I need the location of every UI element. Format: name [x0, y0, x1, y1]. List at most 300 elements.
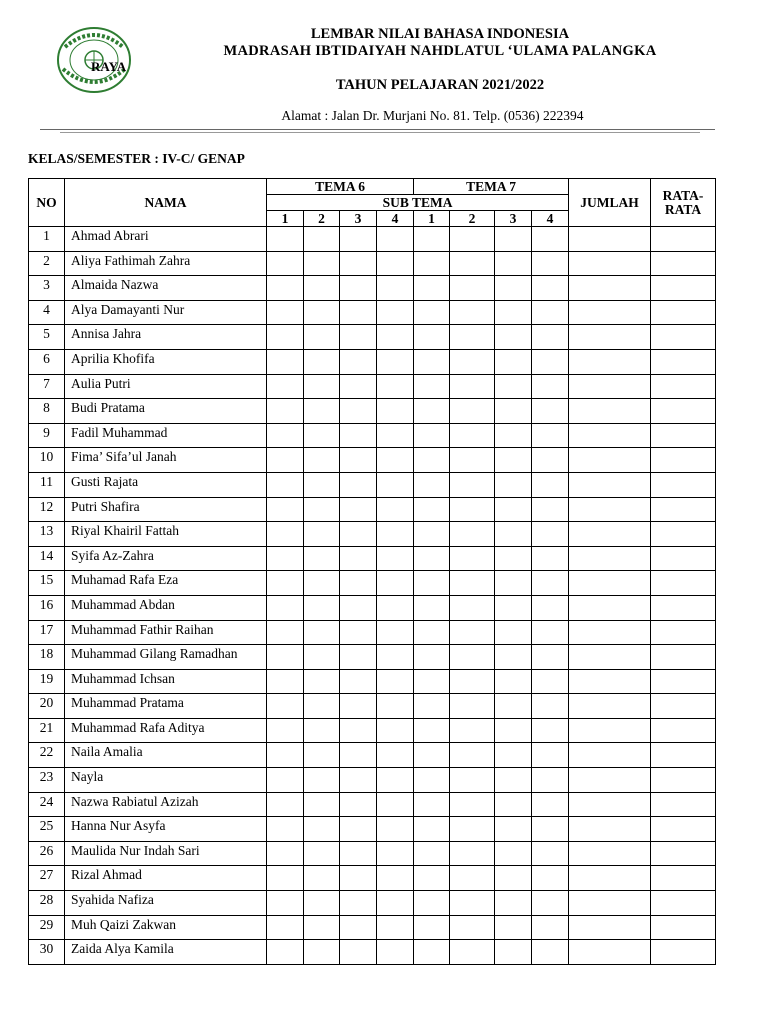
score-cell[interactable]	[532, 940, 569, 965]
score-cell[interactable]	[414, 522, 450, 547]
score-cell[interactable]	[377, 374, 414, 399]
score-cell[interactable]	[377, 423, 414, 448]
score-cell[interactable]	[414, 669, 450, 694]
score-cell[interactable]	[267, 841, 304, 866]
score-cell[interactable]	[267, 374, 304, 399]
score-cell[interactable]	[304, 891, 340, 916]
score-cell[interactable]	[414, 448, 450, 473]
jumlah-cell[interactable]	[569, 522, 651, 547]
score-cell[interactable]	[450, 227, 495, 252]
score-cell[interactable]	[340, 522, 377, 547]
score-cell[interactable]	[304, 448, 340, 473]
score-cell[interactable]	[414, 645, 450, 670]
rata-rata-cell[interactable]	[651, 300, 716, 325]
score-cell[interactable]	[495, 472, 532, 497]
score-cell[interactable]	[414, 546, 450, 571]
score-cell[interactable]	[304, 399, 340, 424]
score-cell[interactable]	[267, 227, 304, 252]
score-cell[interactable]	[450, 669, 495, 694]
score-cell[interactable]	[377, 743, 414, 768]
score-cell[interactable]	[304, 866, 340, 891]
score-cell[interactable]	[340, 546, 377, 571]
score-cell[interactable]	[495, 251, 532, 276]
score-cell[interactable]	[267, 349, 304, 374]
score-cell[interactable]	[340, 497, 377, 522]
score-cell[interactable]	[495, 300, 532, 325]
score-cell[interactable]	[340, 645, 377, 670]
jumlah-cell[interactable]	[569, 891, 651, 916]
score-cell[interactable]	[377, 866, 414, 891]
score-cell[interactable]	[267, 522, 304, 547]
score-cell[interactable]	[495, 448, 532, 473]
score-cell[interactable]	[340, 694, 377, 719]
rata-rata-cell[interactable]	[651, 399, 716, 424]
score-cell[interactable]	[450, 694, 495, 719]
score-cell[interactable]	[450, 768, 495, 793]
score-cell[interactable]	[495, 620, 532, 645]
score-cell[interactable]	[304, 423, 340, 448]
score-cell[interactable]	[450, 497, 495, 522]
score-cell[interactable]	[377, 448, 414, 473]
score-cell[interactable]	[304, 251, 340, 276]
score-cell[interactable]	[532, 866, 569, 891]
score-cell[interactable]	[495, 645, 532, 670]
score-cell[interactable]	[532, 522, 569, 547]
score-cell[interactable]	[450, 325, 495, 350]
score-cell[interactable]	[340, 374, 377, 399]
jumlah-cell[interactable]	[569, 645, 651, 670]
score-cell[interactable]	[377, 349, 414, 374]
score-cell[interactable]	[532, 497, 569, 522]
score-cell[interactable]	[304, 497, 340, 522]
score-cell[interactable]	[267, 817, 304, 842]
score-cell[interactable]	[495, 349, 532, 374]
jumlah-cell[interactable]	[569, 251, 651, 276]
score-cell[interactable]	[450, 399, 495, 424]
score-cell[interactable]	[532, 718, 569, 743]
score-cell[interactable]	[414, 792, 450, 817]
rata-rata-cell[interactable]	[651, 595, 716, 620]
score-cell[interactable]	[377, 817, 414, 842]
score-cell[interactable]	[340, 891, 377, 916]
score-cell[interactable]	[267, 276, 304, 301]
score-cell[interactable]	[414, 620, 450, 645]
rata-rata-cell[interactable]	[651, 841, 716, 866]
jumlah-cell[interactable]	[569, 743, 651, 768]
score-cell[interactable]	[377, 276, 414, 301]
score-cell[interactable]	[377, 645, 414, 670]
score-cell[interactable]	[304, 620, 340, 645]
score-cell[interactable]	[532, 694, 569, 719]
score-cell[interactable]	[377, 595, 414, 620]
score-cell[interactable]	[450, 792, 495, 817]
score-cell[interactable]	[377, 325, 414, 350]
score-cell[interactable]	[267, 694, 304, 719]
score-cell[interactable]	[377, 300, 414, 325]
score-cell[interactable]	[340, 251, 377, 276]
rata-rata-cell[interactable]	[651, 694, 716, 719]
score-cell[interactable]	[495, 571, 532, 596]
score-cell[interactable]	[450, 448, 495, 473]
score-cell[interactable]	[377, 497, 414, 522]
jumlah-cell[interactable]	[569, 399, 651, 424]
score-cell[interactable]	[495, 718, 532, 743]
score-cell[interactable]	[304, 349, 340, 374]
score-cell[interactable]	[450, 866, 495, 891]
score-cell[interactable]	[340, 423, 377, 448]
jumlah-cell[interactable]	[569, 866, 651, 891]
score-cell[interactable]	[414, 743, 450, 768]
score-cell[interactable]	[532, 571, 569, 596]
score-cell[interactable]	[267, 718, 304, 743]
score-cell[interactable]	[532, 423, 569, 448]
score-cell[interactable]	[414, 497, 450, 522]
score-cell[interactable]	[532, 325, 569, 350]
score-cell[interactable]	[450, 522, 495, 547]
jumlah-cell[interactable]	[569, 423, 651, 448]
score-cell[interactable]	[414, 374, 450, 399]
score-cell[interactable]	[304, 300, 340, 325]
score-cell[interactable]	[450, 817, 495, 842]
score-cell[interactable]	[340, 571, 377, 596]
score-cell[interactable]	[304, 546, 340, 571]
score-cell[interactable]	[267, 423, 304, 448]
jumlah-cell[interactable]	[569, 940, 651, 965]
score-cell[interactable]	[450, 374, 495, 399]
score-cell[interactable]	[495, 522, 532, 547]
score-cell[interactable]	[377, 546, 414, 571]
score-cell[interactable]	[532, 620, 569, 645]
jumlah-cell[interactable]	[569, 472, 651, 497]
score-cell[interactable]	[340, 227, 377, 252]
score-cell[interactable]	[340, 300, 377, 325]
jumlah-cell[interactable]	[569, 718, 651, 743]
score-cell[interactable]	[532, 595, 569, 620]
score-cell[interactable]	[377, 227, 414, 252]
score-cell[interactable]	[340, 669, 377, 694]
rata-rata-cell[interactable]	[651, 472, 716, 497]
jumlah-cell[interactable]	[569, 841, 651, 866]
score-cell[interactable]	[377, 841, 414, 866]
score-cell[interactable]	[267, 915, 304, 940]
score-cell[interactable]	[267, 325, 304, 350]
jumlah-cell[interactable]	[569, 325, 651, 350]
score-cell[interactable]	[267, 300, 304, 325]
rata-rata-cell[interactable]	[651, 423, 716, 448]
score-cell[interactable]	[495, 276, 532, 301]
score-cell[interactable]	[414, 399, 450, 424]
score-cell[interactable]	[414, 866, 450, 891]
score-cell[interactable]	[267, 595, 304, 620]
score-cell[interactable]	[532, 546, 569, 571]
score-cell[interactable]	[304, 743, 340, 768]
rata-rata-cell[interactable]	[651, 817, 716, 842]
score-cell[interactable]	[267, 940, 304, 965]
score-cell[interactable]	[304, 694, 340, 719]
score-cell[interactable]	[414, 817, 450, 842]
score-cell[interactable]	[450, 645, 495, 670]
score-cell[interactable]	[304, 841, 340, 866]
score-cell[interactable]	[414, 841, 450, 866]
rata-rata-cell[interactable]	[651, 546, 716, 571]
rata-rata-cell[interactable]	[651, 349, 716, 374]
score-cell[interactable]	[532, 817, 569, 842]
score-cell[interactable]	[450, 718, 495, 743]
rata-rata-cell[interactable]	[651, 251, 716, 276]
score-cell[interactable]	[532, 472, 569, 497]
score-cell[interactable]	[267, 571, 304, 596]
score-cell[interactable]	[495, 940, 532, 965]
score-cell[interactable]	[267, 546, 304, 571]
score-cell[interactable]	[532, 768, 569, 793]
score-cell[interactable]	[450, 300, 495, 325]
score-cell[interactable]	[340, 841, 377, 866]
score-cell[interactable]	[495, 374, 532, 399]
score-cell[interactable]	[414, 940, 450, 965]
score-cell[interactable]	[340, 940, 377, 965]
score-cell[interactable]	[304, 227, 340, 252]
score-cell[interactable]	[495, 669, 532, 694]
rata-rata-cell[interactable]	[651, 792, 716, 817]
score-cell[interactable]	[340, 472, 377, 497]
score-cell[interactable]	[304, 669, 340, 694]
jumlah-cell[interactable]	[569, 571, 651, 596]
rata-rata-cell[interactable]	[651, 743, 716, 768]
score-cell[interactable]	[450, 743, 495, 768]
score-cell[interactable]	[377, 669, 414, 694]
score-cell[interactable]	[414, 472, 450, 497]
score-cell[interactable]	[495, 866, 532, 891]
score-cell[interactable]	[532, 841, 569, 866]
score-cell[interactable]	[377, 522, 414, 547]
score-cell[interactable]	[377, 694, 414, 719]
score-cell[interactable]	[377, 472, 414, 497]
score-cell[interactable]	[304, 817, 340, 842]
score-cell[interactable]	[267, 669, 304, 694]
score-cell[interactable]	[267, 620, 304, 645]
score-cell[interactable]	[340, 743, 377, 768]
score-cell[interactable]	[532, 448, 569, 473]
rata-rata-cell[interactable]	[651, 448, 716, 473]
score-cell[interactable]	[340, 595, 377, 620]
score-cell[interactable]	[340, 718, 377, 743]
score-cell[interactable]	[377, 399, 414, 424]
score-cell[interactable]	[377, 915, 414, 940]
jumlah-cell[interactable]	[569, 694, 651, 719]
score-cell[interactable]	[340, 866, 377, 891]
score-cell[interactable]	[495, 423, 532, 448]
score-cell[interactable]	[495, 915, 532, 940]
rata-rata-cell[interactable]	[651, 866, 716, 891]
score-cell[interactable]	[377, 891, 414, 916]
score-cell[interactable]	[414, 276, 450, 301]
score-cell[interactable]	[450, 571, 495, 596]
rata-rata-cell[interactable]	[651, 669, 716, 694]
rata-rata-cell[interactable]	[651, 891, 716, 916]
score-cell[interactable]	[304, 718, 340, 743]
score-cell[interactable]	[267, 497, 304, 522]
score-cell[interactable]	[495, 325, 532, 350]
score-cell[interactable]	[450, 472, 495, 497]
score-cell[interactable]	[495, 694, 532, 719]
score-cell[interactable]	[532, 891, 569, 916]
rata-rata-cell[interactable]	[651, 497, 716, 522]
rata-rata-cell[interactable]	[651, 227, 716, 252]
score-cell[interactable]	[532, 276, 569, 301]
score-cell[interactable]	[377, 718, 414, 743]
score-cell[interactable]	[340, 768, 377, 793]
score-cell[interactable]	[532, 645, 569, 670]
score-cell[interactable]	[304, 472, 340, 497]
score-cell[interactable]	[450, 620, 495, 645]
score-cell[interactable]	[267, 251, 304, 276]
score-cell[interactable]	[340, 620, 377, 645]
score-cell[interactable]	[532, 300, 569, 325]
score-cell[interactable]	[450, 546, 495, 571]
score-cell[interactable]	[414, 251, 450, 276]
score-cell[interactable]	[532, 915, 569, 940]
score-cell[interactable]	[340, 276, 377, 301]
score-cell[interactable]	[450, 251, 495, 276]
jumlah-cell[interactable]	[569, 817, 651, 842]
score-cell[interactable]	[340, 792, 377, 817]
score-cell[interactable]	[414, 325, 450, 350]
score-cell[interactable]	[267, 472, 304, 497]
rata-rata-cell[interactable]	[651, 718, 716, 743]
score-cell[interactable]	[340, 349, 377, 374]
score-cell[interactable]	[495, 497, 532, 522]
score-cell[interactable]	[304, 276, 340, 301]
score-cell[interactable]	[495, 399, 532, 424]
score-cell[interactable]	[495, 768, 532, 793]
score-cell[interactable]	[377, 251, 414, 276]
score-cell[interactable]	[450, 423, 495, 448]
score-cell[interactable]	[414, 595, 450, 620]
score-cell[interactable]	[304, 645, 340, 670]
rata-rata-cell[interactable]	[651, 940, 716, 965]
score-cell[interactable]	[267, 768, 304, 793]
score-cell[interactable]	[495, 841, 532, 866]
score-cell[interactable]	[450, 891, 495, 916]
rata-rata-cell[interactable]	[651, 915, 716, 940]
score-cell[interactable]	[304, 374, 340, 399]
jumlah-cell[interactable]	[569, 276, 651, 301]
jumlah-cell[interactable]	[569, 448, 651, 473]
jumlah-cell[interactable]	[569, 546, 651, 571]
jumlah-cell[interactable]	[569, 669, 651, 694]
score-cell[interactable]	[532, 349, 569, 374]
score-cell[interactable]	[267, 743, 304, 768]
score-cell[interactable]	[340, 817, 377, 842]
score-cell[interactable]	[495, 792, 532, 817]
score-cell[interactable]	[532, 227, 569, 252]
score-cell[interactable]	[340, 399, 377, 424]
score-cell[interactable]	[377, 940, 414, 965]
score-cell[interactable]	[450, 276, 495, 301]
score-cell[interactable]	[304, 595, 340, 620]
jumlah-cell[interactable]	[569, 792, 651, 817]
score-cell[interactable]	[450, 595, 495, 620]
jumlah-cell[interactable]	[569, 300, 651, 325]
score-cell[interactable]	[377, 571, 414, 596]
score-cell[interactable]	[495, 743, 532, 768]
score-cell[interactable]	[340, 325, 377, 350]
rata-rata-cell[interactable]	[651, 571, 716, 596]
rata-rata-cell[interactable]	[651, 620, 716, 645]
score-cell[interactable]	[414, 349, 450, 374]
score-cell[interactable]	[414, 227, 450, 252]
jumlah-cell[interactable]	[569, 349, 651, 374]
score-cell[interactable]	[532, 792, 569, 817]
score-cell[interactable]	[414, 718, 450, 743]
score-cell[interactable]	[532, 743, 569, 768]
score-cell[interactable]	[450, 841, 495, 866]
score-cell[interactable]	[495, 817, 532, 842]
score-cell[interactable]	[267, 866, 304, 891]
score-cell[interactable]	[267, 792, 304, 817]
score-cell[interactable]	[414, 300, 450, 325]
score-cell[interactable]	[267, 891, 304, 916]
score-cell[interactable]	[340, 448, 377, 473]
score-cell[interactable]	[495, 595, 532, 620]
score-cell[interactable]	[304, 915, 340, 940]
score-cell[interactable]	[377, 768, 414, 793]
score-cell[interactable]	[532, 251, 569, 276]
rata-rata-cell[interactable]	[651, 645, 716, 670]
score-cell[interactable]	[267, 645, 304, 670]
jumlah-cell[interactable]	[569, 595, 651, 620]
jumlah-cell[interactable]	[569, 227, 651, 252]
score-cell[interactable]	[414, 891, 450, 916]
rata-rata-cell[interactable]	[651, 276, 716, 301]
score-cell[interactable]	[495, 227, 532, 252]
rata-rata-cell[interactable]	[651, 522, 716, 547]
score-cell[interactable]	[532, 374, 569, 399]
rata-rata-cell[interactable]	[651, 768, 716, 793]
jumlah-cell[interactable]	[569, 915, 651, 940]
score-cell[interactable]	[450, 349, 495, 374]
rata-rata-cell[interactable]	[651, 374, 716, 399]
score-cell[interactable]	[532, 399, 569, 424]
score-cell[interactable]	[304, 768, 340, 793]
score-cell[interactable]	[414, 694, 450, 719]
score-cell[interactable]	[414, 571, 450, 596]
score-cell[interactable]	[377, 620, 414, 645]
score-cell[interactable]	[414, 423, 450, 448]
score-cell[interactable]	[304, 522, 340, 547]
score-cell[interactable]	[340, 915, 377, 940]
score-cell[interactable]	[377, 792, 414, 817]
score-cell[interactable]	[495, 891, 532, 916]
jumlah-cell[interactable]	[569, 497, 651, 522]
score-cell[interactable]	[450, 915, 495, 940]
jumlah-cell[interactable]	[569, 620, 651, 645]
score-cell[interactable]	[267, 399, 304, 424]
score-cell[interactable]	[414, 768, 450, 793]
score-cell[interactable]	[304, 571, 340, 596]
score-cell[interactable]	[304, 940, 340, 965]
jumlah-cell[interactable]	[569, 768, 651, 793]
score-cell[interactable]	[495, 546, 532, 571]
jumlah-cell[interactable]	[569, 374, 651, 399]
score-cell[interactable]	[532, 669, 569, 694]
score-cell[interactable]	[450, 940, 495, 965]
score-cell[interactable]	[304, 325, 340, 350]
score-cell[interactable]	[414, 915, 450, 940]
rata-rata-cell[interactable]	[651, 325, 716, 350]
score-cell[interactable]	[267, 448, 304, 473]
score-cell[interactable]	[304, 792, 340, 817]
